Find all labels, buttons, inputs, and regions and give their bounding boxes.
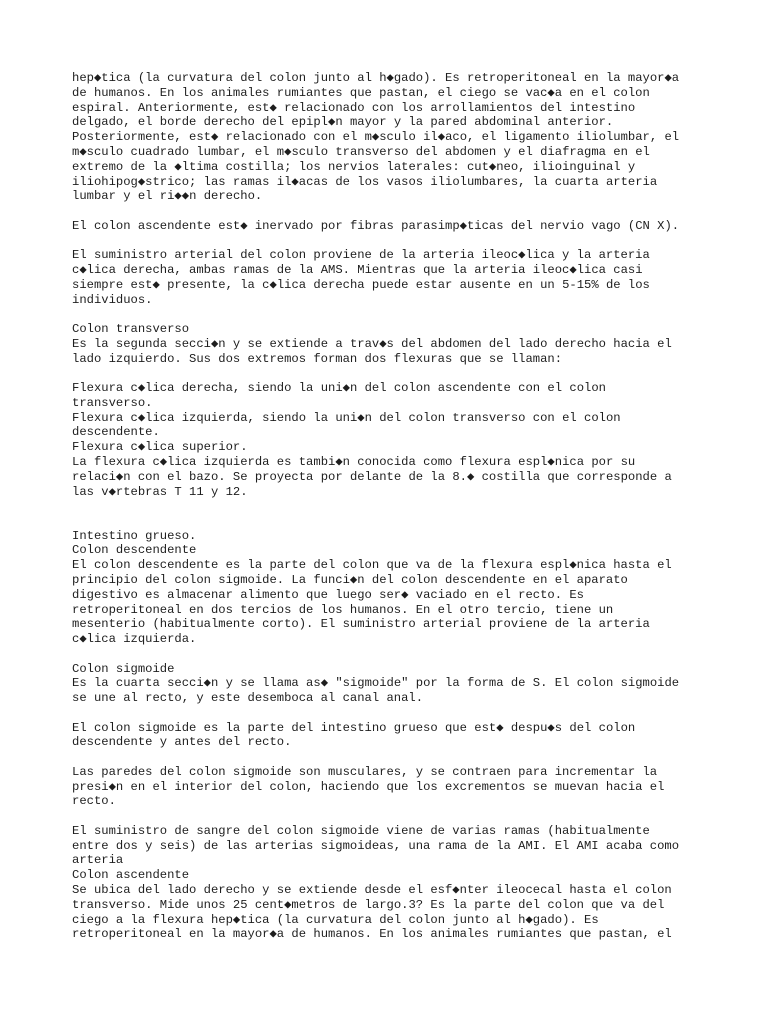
text-line: se une al recto, y este desemboca al canal anal.: [72, 691, 424, 706]
text-line: lado izquierdo. Sus dos extremos forman dos flexuras que se llaman:: [72, 351, 563, 366]
text-line: principio del colon sigmoide. La funci◆n del colon descendente en el aparato: [72, 573, 628, 588]
paragraph: [72, 662, 712, 706]
text-line: iliohipog◆strico; las ramas il◆acas de los vasos iliolumbares, la cuarta arteria: [72, 174, 658, 189]
text-line: retroperitoneal en la mayor◆a de humanos. En los animales rumiantes que pastan, el: [72, 927, 672, 942]
text-line: ciego a la flexura hep◆tica (la curvatura del colon junto al h◆gado). Es: [72, 912, 599, 927]
text-line: transverso.: [72, 395, 153, 410]
text-line: Es la cuarta secci◆n y se llama as◆ "sigmoide" por la forma de S. El colon sigmoide: [72, 676, 680, 691]
document-page: [72, 71, 712, 957]
paragraph: [72, 529, 712, 647]
text-line: descendente y antes del recto.: [72, 735, 292, 750]
text-line: relaci◆n con el bazo. Se proyecta por delante de la 8.◆ costilla que corresponde a: [72, 469, 672, 484]
text-line: individuos.: [72, 292, 153, 307]
paragraph: [72, 219, 712, 234]
text-line: c◆lica derecha, ambas ramas de la AMS. Mientras que la arteria ileoc◆lica casi: [72, 262, 643, 277]
text-line: Flexura c◆lica derecha, siendo la uni◆n del colon ascendente con el colon: [72, 380, 606, 395]
text-line: retroperitoneal en dos tercios de los humanos. En el otro tercio, tiene un: [72, 602, 614, 617]
paragraph: [72, 71, 712, 204]
paragraph: [72, 322, 712, 366]
text-line: c◆lica izquierda.: [72, 632, 197, 647]
paragraph: [72, 824, 712, 942]
text-line: entre dos y seis) de las arterias sigmoideas, una rama de la AMI. El AMI acaba como: [72, 838, 680, 853]
text-line: extremo de la ◆ltima costilla; los nervios laterales: cut◆neo, ilioinguinal y: [72, 159, 636, 174]
text-line: Es la segunda secci◆n y se extiende a trav◆s del abdomen del lado derecho hacia el: [72, 336, 672, 351]
text-line: siempre est◆ presente, la c◆lica derecha puede estar ausente en un 5-15% de los: [72, 277, 650, 292]
text-line: Intestino grueso.: [72, 528, 197, 543]
text-line: lumbar y el ri◆◆n derecho.: [72, 189, 263, 204]
text-line: Flexura c◆lica superior.: [72, 440, 248, 455]
text-line: Colon descendente: [72, 543, 197, 558]
text-line: Colon sigmoide: [72, 661, 175, 676]
text-line: Se ubica del lado derecho y se extiende desde el esf◆nter ileocecal hasta el colon: [72, 883, 672, 897]
text-line: delgado, el borde derecho del epipl◆n mayor y la pared abdominal anterior.: [72, 115, 614, 130]
text-line: La flexura c◆lica izquierda es tambi◆n conocida como flexura espl◆nica por su: [72, 454, 636, 469]
text-line: El colon ascendente est◆ inervado por fibras parasimp◆ticas del nervio vago (CN X).: [72, 218, 680, 233]
paragraph: [72, 381, 712, 499]
text-line: Las paredes del colon sigmoide son musculares, y se contraen para incrementar la: [72, 764, 658, 779]
text-line: de humanos. En los animales rumiantes que pastan, el ciego se vac◆a en el colon: [72, 85, 650, 100]
paragraph: [72, 248, 712, 307]
text-line: Colon ascendente: [72, 868, 190, 883]
text-line: descendente.: [72, 425, 160, 440]
text-line: mesenterio (habitualmente corto). El suministro arterial proviene de la arteria: [72, 617, 650, 632]
text-line: El suministro de sangre del colon sigmoide viene de varias ramas (habitualmente: [72, 823, 650, 838]
text-line: digestivo es almacenar alimento que luego ser◆ vaciado en el recto. Es: [72, 587, 584, 602]
text-line: recto.: [72, 794, 116, 809]
text-line: El suministro arterial del colon proviene de la arteria ileoc◆lica y la arteria: [72, 248, 650, 263]
paragraph: [72, 765, 712, 809]
text-line: El colon descendente es la parte del colon que va de la flexura espl◆nica hasta el: [72, 558, 672, 573]
text-line: Colon transverso: [72, 321, 190, 336]
text-line: espiral. Anteriormente, est◆ relacionado con los arrollamientos del intestino: [72, 100, 636, 115]
text-line: El colon sigmoide es la parte del intestino grueso que est◆ despu◆s del colon: [72, 720, 636, 735]
text-line: hep◆tica (la curvatura del colon junto al h◆gado). Es retroperitoneal en la mayor◆a: [72, 71, 680, 85]
text-line: Posteriormente, est◆ relacionado con el m◆sculo il◆aco, el ligamento iliolumbar, el: [72, 130, 680, 145]
text-line: presi◆n en el interior del colon, haciendo que los excrementos se muevan hacia el: [72, 779, 665, 794]
text-line: m◆sculo cuadrado lumbar, el m◆sculo transverso del abdomen y el diafragma en el: [72, 144, 650, 159]
text-line: las v◆rtebras T 11 y 12.: [72, 484, 248, 499]
text-line: Flexura c◆lica izquierda, siendo la uni◆n del colon transverso con el colon: [72, 410, 621, 425]
paragraph: [72, 721, 712, 751]
text-line: arteria: [72, 853, 124, 868]
text-line: transverso. Mide unos 25 cent◆metros de largo.3? Es la parte del colon que va del: [72, 897, 665, 912]
